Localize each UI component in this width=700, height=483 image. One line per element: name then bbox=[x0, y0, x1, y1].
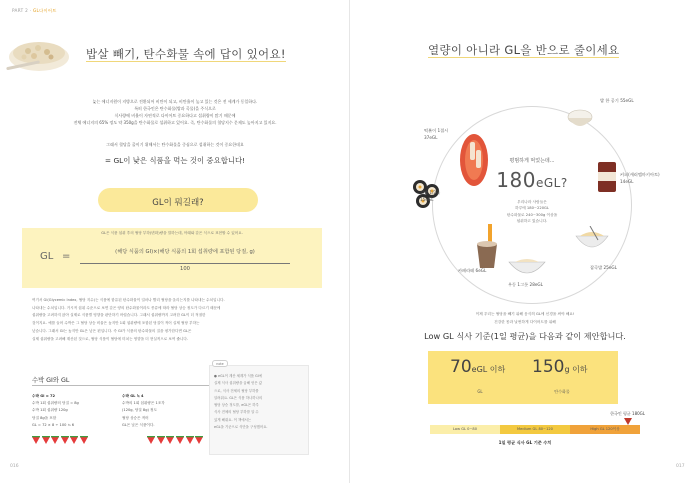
watermelon-col-2-line: (120g, 당질 8g) 정도 bbox=[122, 408, 157, 413]
watermelon-slice-icon bbox=[176, 436, 184, 444]
page-title-text: 밥살 빼기, 탄수화물 속에 답이 있어요! bbox=[86, 47, 286, 61]
note-line: 있게 해줘요. 이 책에서는 bbox=[214, 417, 252, 422]
gl-target-number: 70 bbox=[450, 357, 472, 377]
gl-target-unit: eGL 이하 bbox=[471, 365, 506, 374]
tteokbokki-icon bbox=[454, 120, 494, 220]
coffee-cup-icon bbox=[595, 160, 619, 194]
gl-target-value bbox=[450, 357, 505, 377]
gl-band-high: High GL 120이상 bbox=[570, 425, 640, 434]
highlight-text: = GL이 낮은 식품을 먹는 것이 중요합니다! bbox=[104, 156, 246, 165]
center-unit: eGL? bbox=[535, 176, 568, 190]
body-line: 여기서 GI(Glycemic Index, 혈당 지수)는 식품에 함유된 탄수화물이 얼마나 빨리 혈당을 올리는지를 나타내는 수치입니다. bbox=[32, 298, 225, 302]
section-pill-label: GL이 뭐길래? bbox=[152, 198, 204, 208]
body-text bbox=[32, 297, 322, 343]
note-line: 알려줘요. GL은 식품 하나하나의 bbox=[214, 395, 263, 400]
watermelon-icons bbox=[32, 436, 212, 446]
center-line: 탄수화물로 240~300g 이상을 bbox=[506, 212, 558, 217]
formula-equals: = bbox=[62, 251, 71, 262]
watermelon-col-2-line: 수박 GL ≒ 4 bbox=[122, 394, 144, 398]
food-label bbox=[600, 98, 634, 105]
food-label bbox=[458, 268, 486, 275]
formula-numerator: (해당 식품의 GI)×(해당 식품의 1회 섭취량에 포함된 당질, g) bbox=[115, 249, 255, 255]
divider bbox=[32, 385, 216, 386]
page-number: 017 bbox=[676, 464, 685, 469]
center-caption: 평범하게 먹었는데... bbox=[509, 158, 555, 164]
center-line: 섭취하고 있습니다. bbox=[516, 218, 548, 223]
korean-average: 한국인 평균 180GL bbox=[610, 411, 645, 416]
center-line: 우리나라 사람들은 bbox=[517, 200, 547, 204]
intro-line: 식사량에 비율이 자연적로 다이어트 중요하다고 섭취량이 많기 때문에 bbox=[114, 113, 236, 118]
body-line: 낮습니다. 그래서 GI는 높지만 GL은 낮은 편입니다. 즉 GI가 식품의 탄수화물의 질을 평가한다면 GL은 bbox=[32, 328, 192, 333]
watermelon-slice-icon bbox=[80, 436, 88, 444]
food-label-name: 우동 1그릇 bbox=[508, 282, 529, 287]
watermelon-col-1-line: 수박 1회 섭취량 120g bbox=[32, 408, 68, 413]
food-label-value: 6eGL bbox=[475, 268, 487, 273]
food-label bbox=[590, 265, 617, 272]
intro-text-2: 그래서 혈당을 줄이기 위해서는 탄수화물을 중심으로 섭취하는 것이 중요한데요 bbox=[106, 142, 244, 147]
watermelon-col-1-line: 수박 GI = 72 bbox=[32, 394, 55, 398]
bar-caption: 1일 평균 식사 GL 기준 수치 bbox=[498, 440, 552, 445]
watermelon-title: 수박 GI와 GL bbox=[32, 377, 70, 384]
note-line: 으로, 식사 전체의 혈당 부하를 bbox=[214, 388, 259, 393]
body-line: 것이지요. 예를 들어 수박은 그 혈당 상승 비율은 높지만 1회 섭취량에 포함된 당질이 적어 실제 혈당 부하는 bbox=[32, 321, 200, 326]
food-label-name: 김밥 1/2줄 bbox=[420, 190, 441, 195]
watermelon-col-1-line: 당질 8g을 포함 bbox=[32, 415, 57, 420]
note-line: eGL을 기준으로 식단을 구성했어요. bbox=[214, 425, 268, 430]
food-label-value: 14eGL bbox=[620, 178, 634, 184]
body-line: 실제 섭취량을 고려해 계산된 것으로, 혈당 식품이 혈당에 미치는 영향을 더 현실적으로 보여 줍니다. bbox=[32, 336, 188, 341]
watermelon-col-1 bbox=[32, 393, 120, 429]
watermelon-col-2 bbox=[122, 393, 208, 429]
watermelon-col-2-line: GL은 낮은 식품이다. bbox=[122, 422, 155, 427]
formula-denominator: 100 bbox=[180, 266, 190, 272]
food-label-name: 카페라떼 bbox=[458, 268, 475, 273]
formula-note: GL은 식품 섭취 후의 혈당 부하(변화)량을 말하는데, 아래와 같은 식으로 표현할 수 있어요. bbox=[101, 231, 243, 235]
food-label bbox=[508, 282, 543, 289]
center-number: 180 bbox=[496, 168, 536, 192]
note-line: ● eGL이 계산 체계가 식품 GI에 bbox=[214, 374, 263, 378]
food-label bbox=[420, 190, 440, 203]
watermelon-col-2-line: 혈당 상승은 적어 bbox=[122, 415, 149, 420]
watermelon-slice-icon bbox=[32, 436, 40, 444]
watermelon-slice-icon bbox=[61, 436, 69, 444]
noodle-bowl-icon bbox=[572, 226, 612, 256]
page-title bbox=[428, 42, 619, 58]
fraction-bar bbox=[80, 263, 290, 264]
watermelon-slice-icon bbox=[195, 436, 203, 444]
formula-label: GL bbox=[40, 251, 54, 262]
center-line: 하루에 180~220GL bbox=[515, 206, 549, 211]
gl-band-low: Low GL 0~80 bbox=[430, 425, 500, 434]
watermelon-col-1-line: 수박 1회 섭취량의 당질 = 8g bbox=[32, 401, 79, 406]
watermelon-slice-icon bbox=[166, 436, 174, 444]
right-note-line: 이제 우리는 혈당을 빼기 위해 음식의 GL에 신경을 써야 해요! bbox=[475, 312, 575, 316]
page-title bbox=[86, 46, 286, 62]
note-tag: note bbox=[212, 360, 228, 367]
page-number: 016 bbox=[10, 464, 19, 469]
food-label-name: 밥 한 공기 bbox=[600, 98, 619, 103]
watermelon-slice-icon bbox=[70, 436, 78, 444]
watermelon-slice-icon bbox=[157, 436, 165, 444]
carb-target-number: 150 bbox=[532, 357, 565, 377]
intro-line: 전체 에너지의 65% 정도 약 350g을 탄수화물로 섭취하고 있어요. 즉, 탄수화물의 혈당지수 문제도 높아지고 있지요. bbox=[73, 120, 277, 125]
food-label-value: 15eGL bbox=[420, 196, 434, 202]
right-note-line: 건강한 몸과 날씬하게 다이어트를 위해 bbox=[494, 319, 556, 324]
right-page bbox=[350, 0, 700, 483]
udon-icon bbox=[507, 254, 547, 280]
page-title-text: 열량이 아니라 GL을 반으로 줄이세요 bbox=[428, 43, 620, 57]
header-separator: · bbox=[28, 8, 33, 13]
food-label-value: 55eGL bbox=[620, 98, 634, 103]
gl-band-medium: Medium GL 80~120 bbox=[500, 425, 570, 434]
intro-line: 늦는 에너지원이 지방으로 전환되어 비만이 되고, 비만율이 높고 있는 것은 전 세계가 동일하다. bbox=[92, 99, 258, 104]
food-label bbox=[620, 172, 680, 185]
note-line: 혈당 상승 정도를, eGL은 하루 bbox=[214, 403, 259, 408]
watermelon-slice-icon bbox=[186, 436, 194, 444]
food-label-value: 37eGL bbox=[424, 134, 438, 140]
marker-down-icon bbox=[624, 418, 632, 425]
food-label-value: 25eGL bbox=[603, 265, 617, 270]
note-line: 실제 식사 섭취량을 곱해 얻은 값 bbox=[214, 381, 262, 386]
watermelon-slice-icon bbox=[51, 436, 59, 444]
food-label-value: 28eGL bbox=[529, 282, 544, 287]
note-text bbox=[214, 373, 306, 431]
rice-bowl-icon bbox=[565, 104, 595, 134]
food-label-name: 커피(캐러멜마키아토) bbox=[620, 172, 660, 177]
carb-target-label: 탄수화물 bbox=[554, 389, 570, 394]
section-label: GL다이어트 bbox=[33, 8, 57, 13]
latte-icon bbox=[474, 224, 500, 272]
food-label-name: 떡볶이 1접시 bbox=[424, 128, 449, 133]
watermelon-col-2-line: 수박의 1회 섭취량은 1조각 bbox=[122, 401, 165, 406]
body-line: 나타내는 수치입니다. 거시적 섭취 수준으로 보면 같은 양의 탄수화물이라도 종류에 따라 혈당 상승 정도가 다르기 때문에 bbox=[32, 305, 221, 310]
carb-target-unit: g 이하 bbox=[564, 365, 588, 374]
intro-text bbox=[40, 98, 310, 126]
watermelon-slice-icon bbox=[42, 436, 50, 444]
gl-target-label: GL bbox=[477, 389, 483, 394]
food-label-name: 잡곡밥 bbox=[590, 265, 603, 270]
right-note bbox=[350, 311, 700, 326]
carb-target-value bbox=[532, 357, 588, 377]
body-line: 섭취량을 고려하지 않아 실제로 식품별 영향을 판단하기 어렵습니다. 그래서 섭취량까지 고려한 GL이 더 적절한 bbox=[32, 313, 206, 318]
food-label bbox=[424, 128, 448, 141]
watermelon-col-1-line: GL = 72 × 8 ÷ 100 ≒ 6 bbox=[32, 422, 74, 427]
proposal-headline: Low GL 식사 기준(1일 평균)을 다음과 같이 제안합니다. bbox=[424, 331, 626, 341]
running-header bbox=[12, 8, 57, 14]
watermelon-slice-icon bbox=[147, 436, 155, 444]
part-label: PART 2 bbox=[12, 8, 29, 13]
intro-line: 특히 한국인은 탄수화물(밥과 곡물)을 주식으로 bbox=[134, 106, 216, 111]
note-line: 식사 전체의 혈당 부하를 알 수 bbox=[214, 410, 259, 415]
rice-bowl-illustration bbox=[4, 35, 74, 75]
